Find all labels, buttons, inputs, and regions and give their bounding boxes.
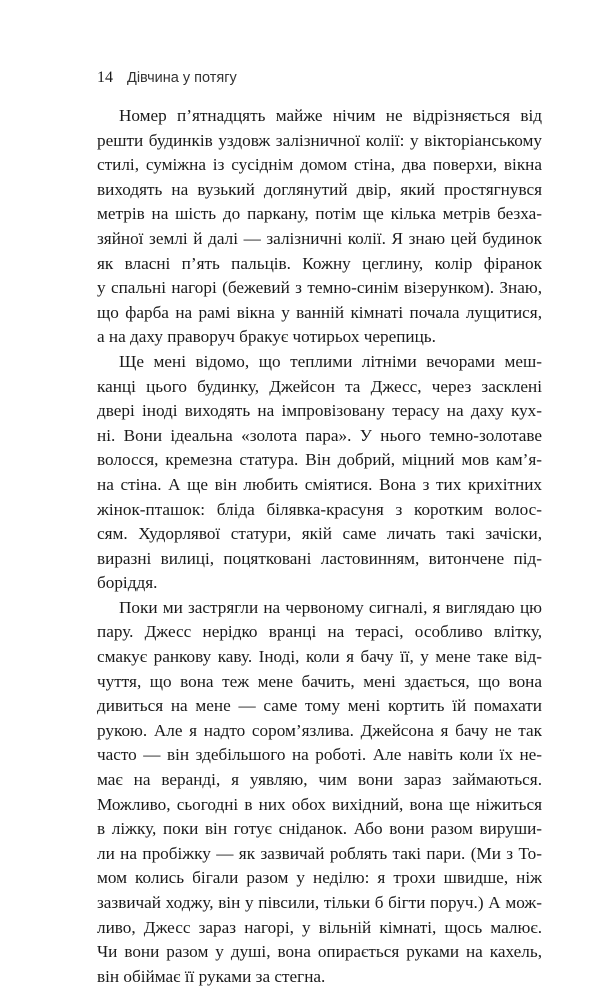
body-text <box>97 104 542 989</box>
text-line: Поки ми застрягли на червоному сигналі, я виглядаю цю <box>119 597 542 617</box>
text-line: а на даху праворуч бракує чотирьох черепиць. <box>97 327 436 347</box>
text-line: Ще мені відомо, що теплими літніми вечорами меш- <box>119 351 542 371</box>
text-line: рукою. Але я надто сором’язлива. Джейсона я бачу не так <box>97 720 542 740</box>
text-line: ли на пробіжку — як зазвичай роблять такі пари. (Ми з То- <box>97 843 542 863</box>
text-line: Чи вони разом у душі, вона опирається руками на кахель, <box>97 942 542 962</box>
text-line: метрів на шість до паркану, потім ще кілька метрів безха- <box>97 204 542 224</box>
page-number: 14 <box>97 69 113 86</box>
text-line: має на веранді, я уявляю, чим вони зараз займаються. <box>97 770 542 790</box>
text-line: зяйної землі й далі — залізничні колії. Я знаю цей будинок <box>97 228 542 248</box>
text-line: двері іноді виходять на імпровізовану терасу на даху кух- <box>97 401 542 421</box>
text-line: що фарба на рамі вікна у ванній кімнаті почала лущитися, <box>97 302 542 322</box>
text-line: виразні вилиці, поцятковані ластовинням, витончене під- <box>97 548 542 568</box>
running-head <box>97 68 237 88</box>
paragraph-1 <box>97 104 542 350</box>
text-line: він обіймає її руками за стегна. <box>97 966 326 986</box>
text-line: дивиться на мене — саме тому мені кортить їй помахати <box>97 696 542 716</box>
text-line: чуття, що вона теж мене бачить, мені здається, що вона <box>97 671 542 691</box>
text-line: у спальні нагорі (бежевий з темно-синім візерунком). Знаю, <box>97 278 542 298</box>
text-line: на стіна. А ще він любить сміятися. Вона з тих крихітних <box>97 474 542 494</box>
text-line: боріддя. <box>97 573 158 593</box>
text-line: сям. Худорлявої статури, якій саме личать такі зачіски, <box>97 524 542 544</box>
text-line: часто — він здебільшого на роботі. Але навіть коли їх не- <box>97 745 542 765</box>
text-line: ливо, Джесс зараз нагорі, у вільній кімнаті, щось малює. <box>97 917 542 937</box>
text-line: решти будинків уздовж залізничної колії: у вікторіанському <box>97 130 542 150</box>
text-line: стилі, суміжна із сусіднім домом стіна, два поверхи, вікна <box>97 155 542 175</box>
text-line: як власні п’ять пальців. Кожну цеглину, колір фіранок <box>97 253 542 273</box>
text-line: Можливо, сьогодні в них обох вихідний, вона ще ніжиться <box>97 794 542 814</box>
text-line: волосся, кремезна статура. Він добрий, міцний мов кам’я- <box>97 450 542 470</box>
book-title: Дівчина у потягу <box>127 70 237 86</box>
paragraph-3 <box>97 596 542 989</box>
text-line: зазвичай ходжу, він у півсили, тільки б бігти поруч.) А мож- <box>97 893 542 912</box>
text-line: виходять на вузький доглянутий двір, який простягнувся <box>97 179 542 199</box>
text-line: смакує ранкову каву. Іноді, коли я бачу її, у мене таке від- <box>97 647 542 667</box>
paragraph-2 <box>97 350 542 596</box>
text-line: жінок-пташок: бліда білявка-красуня з коротким волос- <box>97 499 542 519</box>
text-line: пару. Джесс нерідко вранці на терасі, особливо влітку, <box>97 622 542 642</box>
text-line: Номер п’ятнадцять майже нічим не відрізняється від <box>119 106 542 125</box>
text-line: в ліжку, поки він готує сніданок. Або вони разом вируши- <box>97 819 542 839</box>
text-line: канці цього будинку, Джейсон та Джесс, через засклені <box>97 376 542 396</box>
text-line: мом колись бігали разом у неділю: я трохи швидше, ніж <box>97 868 542 888</box>
text-line: ні. Вони ідеальна «золота пара». У нього темно-золотаве <box>97 425 542 445</box>
